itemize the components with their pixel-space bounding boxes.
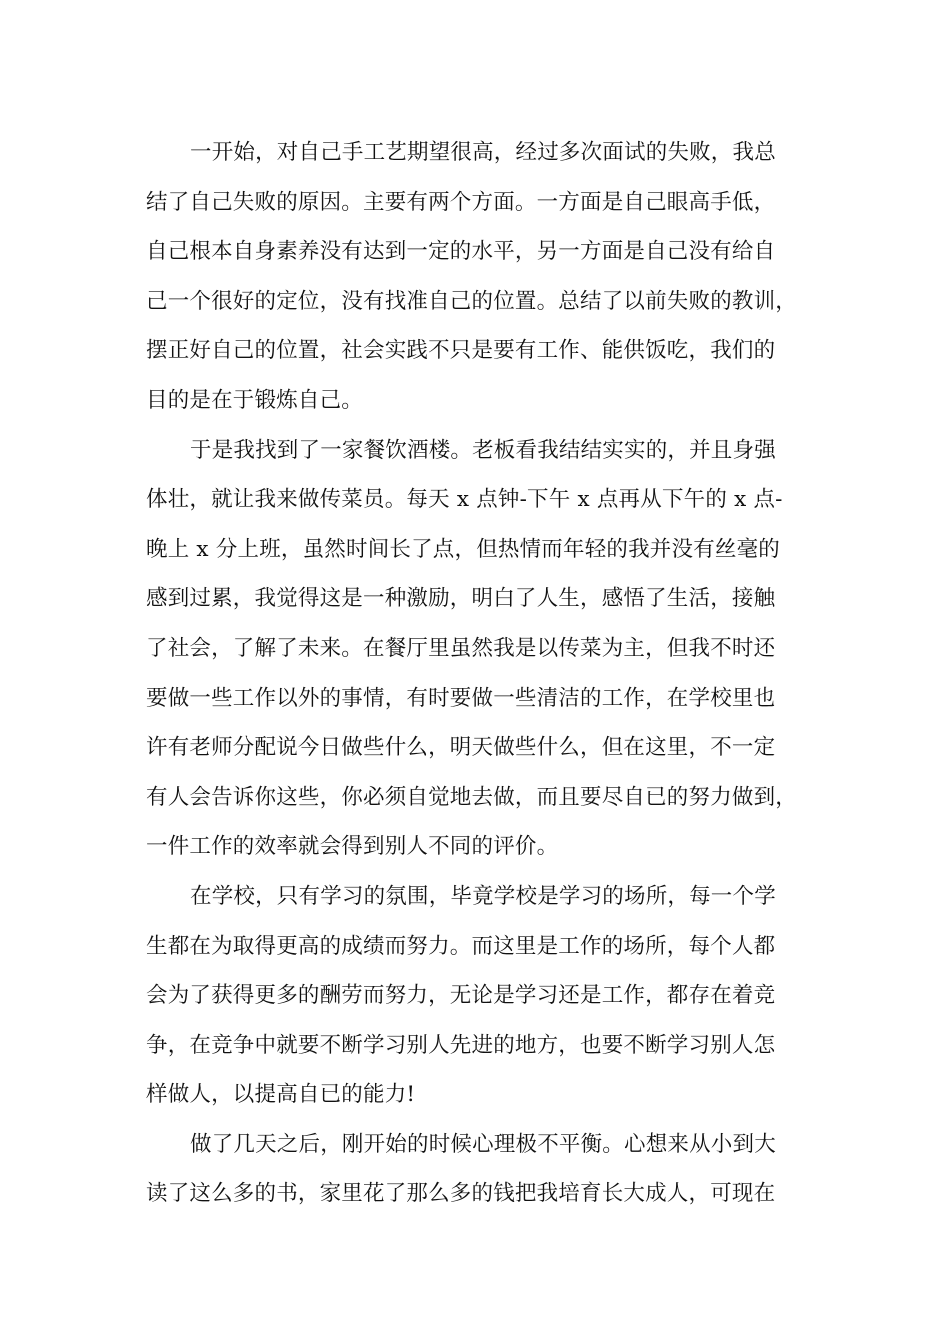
text-line: 一开始，对自己手工艺期望很高，经过多次面试的失败，我总 bbox=[190, 140, 776, 165]
text-line: 摆正好自己的位置，社会实践不只是要有工作、能供饭吃，我们的 bbox=[146, 338, 776, 364]
text-line: 己一个很好的定位，没有找准自己的位置。总结了以前失败的教训， bbox=[146, 288, 798, 314]
text-line: 自己根本自身素养没有达到一定的水平，另一方面是自己没有给自 bbox=[146, 239, 776, 265]
text-line: 要做一些工作以外的事情，有时要做一些清洁的工作，在学校里也 bbox=[146, 685, 776, 711]
text-line: 一件工作的效率就会得到别人不同的评价。 bbox=[146, 834, 559, 860]
text-line: 读了这么多的书，家里花了那么多的钱把我培育长大成人，可现在 bbox=[146, 1181, 776, 1207]
text-line: 目的是在于锻炼自己。 bbox=[146, 387, 364, 413]
text-line: 于是我找到了一家餐饮酒楼。老板看我结结实实的，并且身强 bbox=[190, 437, 776, 463]
text-line: 在学校，只有学习的氛围，毕竟学校是学习的场所，每一个学 bbox=[190, 883, 776, 909]
text-line: 体壮，就让我来做传菜员。每天 x 点钟-下午 x 点再从下午的 x 点- bbox=[146, 487, 783, 513]
text-line: 结了自己失败的原因。主要有两个方面。一方面是自己眼高手低， bbox=[146, 189, 776, 215]
text-line: 有人会告诉你这些，你必须自觉地去做，而且要尽自已的努力做到， bbox=[146, 784, 798, 810]
text-line: 争，在竞争中就要不断学习别人先进的地方，也要不断学习别人怎 bbox=[146, 1032, 776, 1058]
text-line: 样做人，以提高自已的能力! bbox=[146, 1082, 416, 1108]
text-line: 做了几天之后，刚开始的时候心理极不平衡。心想来从小到大 bbox=[190, 1131, 776, 1157]
text-line: 了社会，了解了未来。在餐厅里虽然我是以传菜为主，但我不时还 bbox=[146, 635, 776, 661]
document-body bbox=[146, 128, 826, 1219]
text-line: 感到过累，我觉得这是一种激励，明白了人生，感悟了生活，接触 bbox=[146, 586, 776, 612]
text-line: 会为了获得更多的酬劳而努力，无论是学习还是工作，都存在着竞 bbox=[146, 983, 776, 1009]
text-line: 晚上 x 分上班，虽然时间长了点，但热情而年轻的我并没有丝毫的 bbox=[146, 536, 780, 562]
text-line: 许有老师分配说今日做些什么，明天做些什么，但在这里，不一定 bbox=[146, 735, 776, 761]
text-line: 生都在为取得更高的成绩而努力。而这里是工作的场所，每个人都 bbox=[146, 933, 776, 959]
